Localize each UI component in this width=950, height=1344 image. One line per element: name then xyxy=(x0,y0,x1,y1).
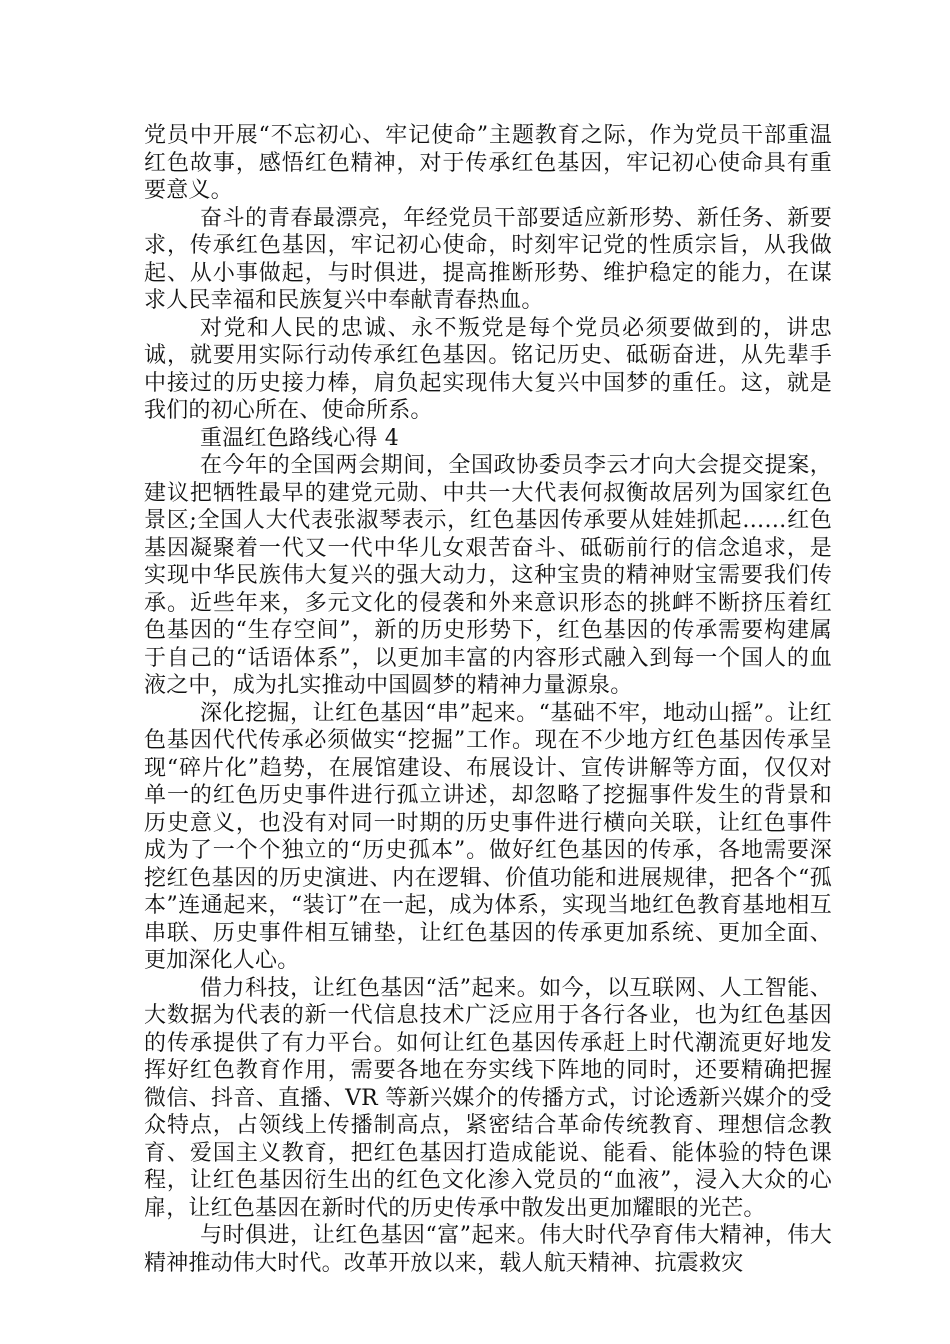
paragraph: 借力科技，让红色基因“活”起来。如今，以互联网、人工智能、大数据为代表的新一代信息技术广泛应用于各行各业，也为红色基因的传承提供了有力平台。如何让红色基因传承赶上时代潮流更好地发挥好红色教育作用，需要各地在夯实线下阵地的同时，还要精确把握微信、抖音、直播、VR 等新兴媒介的传播方式，讨论透新兴媒介的受众特点，占领线上传播制高点，紧密结合革命传统教育、理想信念教育、爱国主义教育，把红色基因打造成能说、能看、能体验的特色课程，让红色基因衍生出的红色文化渗入党员的“血液”，浸入大众的心扉，让红色基因在新时代的历史传承中散发出更加耀眼的光芒。 xyxy=(144,975,832,1221)
paragraph: 深化挖掘，让红色基因“串”起来。“基础不牢，地动山摇”。让红色基因代代传承必须做实“挖掘”工作。现在不少地方红色基因传承呈现“碎片化”趋势，在展馆建设、布展设计、宣传讲解等方面，仅仅对单一的红色历史事件进行孤立讲述，却忽略了挖掘事件发生的背景和历史意义，也没有对同一时期的历史事件进行横向关联，让红色事件成为了一个个独立的“历史孤本”。做好红色基因的传承，各地需要深挖红色基因的历史演进、内在逻辑、价值功能和进展规律，把各个“孤本”连通起来，“装订”在一起，成为体系，实现当地红色教育基地相互串联、历史事件相互铺垫，让红色基因的传承更加系统、更加全面、更加深化人心。 xyxy=(144,700,832,973)
paragraph: 对党和人民的忠诚、永不叛党是每个党员必须要做到的，讲忠诚，就要用实际行动传承红色基因。铭记历史、砥砺奋进，从先辈手中接过的历史接力棒，肩负起实现伟大复兴中国梦的重任。这，就是我们的初心所在、使命所系。 xyxy=(144,315,832,423)
paragraph-continued: 党员中开展“不忘初心、牢记使命”主题教育之际，作为党员干部重温红色故事，感悟红色精神，对于传承红色基因，牢记初心使命具有重要意义。 xyxy=(144,123,832,203)
document-body xyxy=(144,122,832,1277)
paragraph: 与时俱进，让红色基因“富”起来。伟大时代孕育伟大精神，伟大精神推动伟大时代。改革开放以来，载人航天精神、抗震救灾 xyxy=(144,1223,832,1276)
paragraph: 在今年的全国两会期间，全国政协委员李云才向大会提交提案，建议把牺牲最早的建党元勋、中共一大代表何叔衡故居列为国家红色景区;全国人大代表张淑琴表示，红色基因传承要从娃娃抓起……红色基因凝聚着一代又一代中华儿女艰苦奋斗、砥砺前行的信念追求，是实现中华民族伟大复兴的强大动力，这种宝贵的精神财宝需要我们传承。近些年来，多元文化的侵袭和外来意识形态的挑衅不断挤压着红色基因的“生存空间”，新的历史形势下，红色基因的传承需要构建属于自己的“话语体系”，以更加丰富的内容形式融入到每一个国人的血液之中，成为扎实推动中国圆梦的精神力量源泉。 xyxy=(144,453,832,698)
paragraph: 奋斗的青春最漂亮，年经党员干部要适应新形势、新任务、新要求，传承红色基因，牢记初心使命，时刻牢记党的性质宗旨，从我做起、从小事做起，与时俱进，提高推断形势、维护稳定的能力，在谋求人民幸福和民族复兴中奉献青春热血。 xyxy=(144,205,832,313)
section-heading: 重温红色路线心得 4 xyxy=(200,425,399,451)
